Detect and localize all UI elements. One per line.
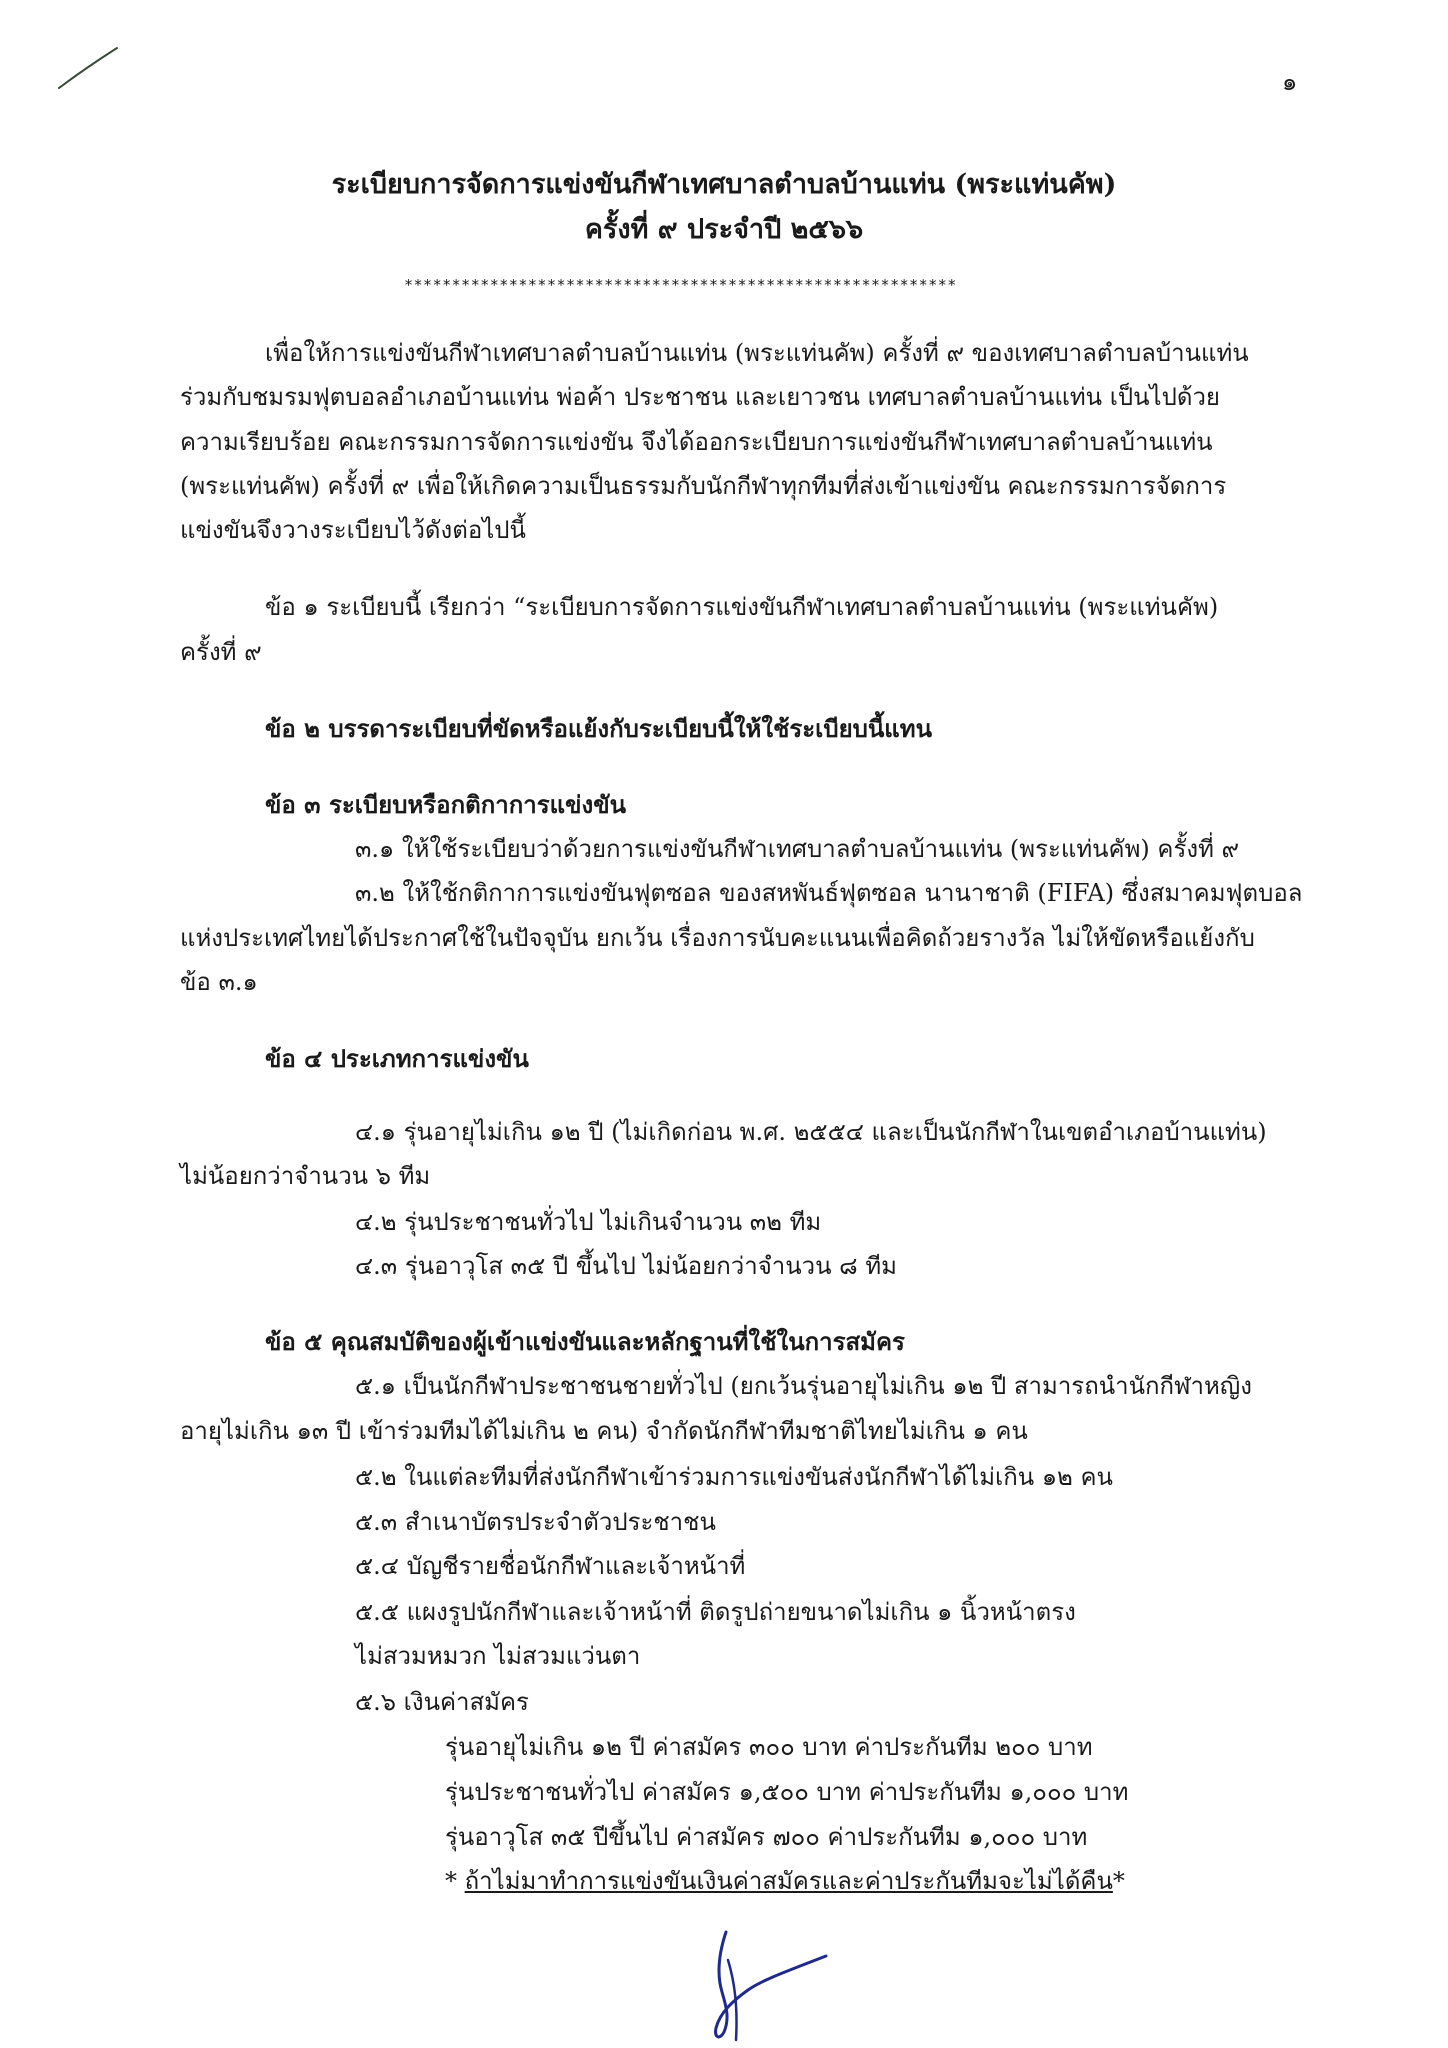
fee-general: รุ่นประชาชนทั่วไป ค่าสมัคร ๑,๕๐๐ บาท ค่าประกันทีม ๑,๐๐๐ บาท: [445, 1778, 1129, 1806]
clause-1-line-2: ครั้งที่ ๙: [180, 638, 262, 666]
refund-note: [445, 1866, 1125, 1896]
clause-5-item-2: ๕.๒ ในแต่ละทีมที่ส่งนักกีฬาเข้าร่วมการแข่งขันส่งนักกีฬาได้ไม่เกิน ๑๒ คน: [355, 1463, 1113, 1491]
clause-4-item-2: ๔.๒ รุ่นประชาชนทั่วไป ไม่เกินจำนวน ๓๒ ทีม: [355, 1208, 822, 1236]
clause-3-item-2-line-1: ๓.๒ ให้ใช้กติกาการแข่งขันฟุตซอล ของสหพันธ์ฟุตซอล นานาชาติ (FIFA) ซึ่งสมาคมฟุตบอล: [355, 879, 1303, 907]
fee-youth: รุ่นอายุไม่เกิน ๑๒ ปี ค่าสมัคร ๓๐๐ บาท ค่าประกันทีม ๒๐๐ บาท: [445, 1733, 1093, 1761]
intro-line-2: ร่วมกับชมรมฟุตบอลอำเภอบ้านแท่น พ่อค้า ประชาชน และเยาวชน เทศบาลตำบลบ้านแท่น เป็นไปด้วย: [180, 383, 1220, 411]
clause-4-item-3: ๔.๓ รุ่นอาวุโส ๓๕ ปี ขึ้นไป ไม่น้อยกว่าจำนวน ๘ ทีม: [355, 1252, 897, 1280]
intro-line-1: เพื่อให้การแข่งขันกีฬาเทศบาลตำบลบ้านแท่น (พระแท่นคัพ) ครั้งที่ ๙ ของเทศบาลตำบลบ้านแท่น: [265, 339, 1249, 367]
intro-line-4: (พระแท่นคัพ) ครั้งที่ ๙ เพื่อให้เกิดความเป็นธรรมกับนักกีฬาทุกทีมที่ส่งเข้าแข่งขัน คณะกรรมการจัดการ: [180, 472, 1227, 500]
clause-5-heading: ข้อ ๕ คุณสมบัติของผู้เข้าแข่งขันและหลักฐานที่ใช้ในการสมัคร: [265, 1327, 905, 1356]
clause-3-heading: ข้อ ๓ ระเบียบหรือกติกาการแข่งขัน: [265, 790, 627, 819]
clause-4-heading: ข้อ ๔ ประเภทการแข่งขัน: [265, 1044, 529, 1073]
document-title-line1: ระเบียบการจัดการแข่งขันกีฬาเทศบาลตำบลบ้านแท่น (พระแท่นคัพ): [331, 169, 1117, 200]
clause-5-item-6: ๕.๖ เงินค่าสมัคร: [355, 1688, 529, 1716]
fee-senior: รุ่นอาวุโส ๓๕ ปีขึ้นไป ค่าสมัคร ๗๐๐ ค่าประกันทีม ๑,๐๐๐ บาท: [445, 1823, 1088, 1851]
clause-1-line-1: ข้อ ๑ ระเบียบนี้ เรียกว่า “ระเบียบการจัดการแข่งขันกีฬาเทศบาลตำบลบ้านแท่น (พระแท่นคัพ): [265, 593, 1219, 621]
pen-mark-top-left: [55, 40, 125, 100]
clause-5-item-5-line-2: ไม่สวมหมวก ไม่สวมแว่นตา: [355, 1642, 641, 1670]
clause-5-item-1-line-2: อายุไม่เกิน ๑๓ ปี เข้าร่วมทีมได้ไม่เกิน ๒ คน) จำกัดนักกีฬาทีมชาติไทยไม่เกิน ๑ คน: [180, 1417, 1028, 1445]
refund-note-prefix: *: [445, 1867, 465, 1895]
clause-5-item-5-line-1: ๕.๕ แผงรูปนักกีฬาและเจ้าหน้าที่ ติดรูปถ่ายขนาดไม่เกิน ๑ นิ้วหน้าตรง: [355, 1598, 1076, 1626]
signature-initial: [700, 1920, 840, 2048]
clause-5-item-1-line-1: ๕.๑ เป็นนักกีฬาประชาชนชายทั่วไป (ยกเว้นรุ่นอายุไม่เกิน ๑๒ ปี สามารถนำนักกีฬาหญิง: [355, 1372, 1252, 1400]
clause-4-item-1-line-1: ๔.๑ รุ่นอายุไม่เกิน ๑๒ ปี (ไม่เกิดก่อน พ.ศ. ๒๕๕๔ และเป็นนักกีฬาในเขตอำเภอบ้านแท่น): [355, 1118, 1267, 1146]
title-separator: **********************************************************: [404, 276, 957, 294]
clause-3-item-2-line-2: แห่งประเทศไทยได้ประกาศใช้ในปัจจุบัน ยกเว้น เรื่องการนับคะแนนเพื่อคิดถ้วยรางวัล ไม่ให้ขัดหรือแย้งกับ: [180, 924, 1255, 952]
clause-3-item-2-line-3: ข้อ ๓.๑: [180, 968, 258, 996]
clause-5-item-4: ๕.๔ บัญชีรายชื่อนักกีฬาและเจ้าหน้าที่: [355, 1552, 746, 1580]
intro-line-5: แข่งขันจึงวางระเบียบไว้ดังต่อไปนี้: [180, 516, 526, 544]
clause-2-heading: ข้อ ๒ บรรดาระเบียบที่ขัดหรือแย้งกับระเบียบนี้ให้ใช้ระเบียบนี้แทน: [265, 714, 932, 743]
refund-note-text: ถ้าไม่มาทำการแข่งขันเงินค่าสมัครและค่าประกันทีมจะไม่ได้คืน: [464, 1867, 1113, 1895]
clause-5-item-3: ๕.๓ สำเนาบัตรประจำตัวประชาชน: [355, 1508, 716, 1536]
clause-4-item-1-line-2: ไม่น้อยกว่าจำนวน ๖ ทีม: [180, 1162, 431, 1190]
clause-3-item-1: ๓.๑ ให้ใช้ระเบียบว่าด้วยการแข่งขันกีฬาเทศบาลตำบลบ้านแท่น (พระแท่นคัพ) ครั้งที่ ๙: [355, 835, 1240, 863]
document-title-line2: ครั้งที่ ๙ ประจำปี ๒๕๖๖: [584, 214, 864, 245]
refund-note-suffix: *: [1112, 1867, 1125, 1895]
page-number: ๑: [1282, 68, 1298, 96]
intro-line-3: ความเรียบร้อย คณะกรรมการจัดการแข่งขัน จึงได้ออกระเบียบการแข่งขันกีฬาเทศบาลตำบลบ้านแท่น: [180, 428, 1213, 456]
